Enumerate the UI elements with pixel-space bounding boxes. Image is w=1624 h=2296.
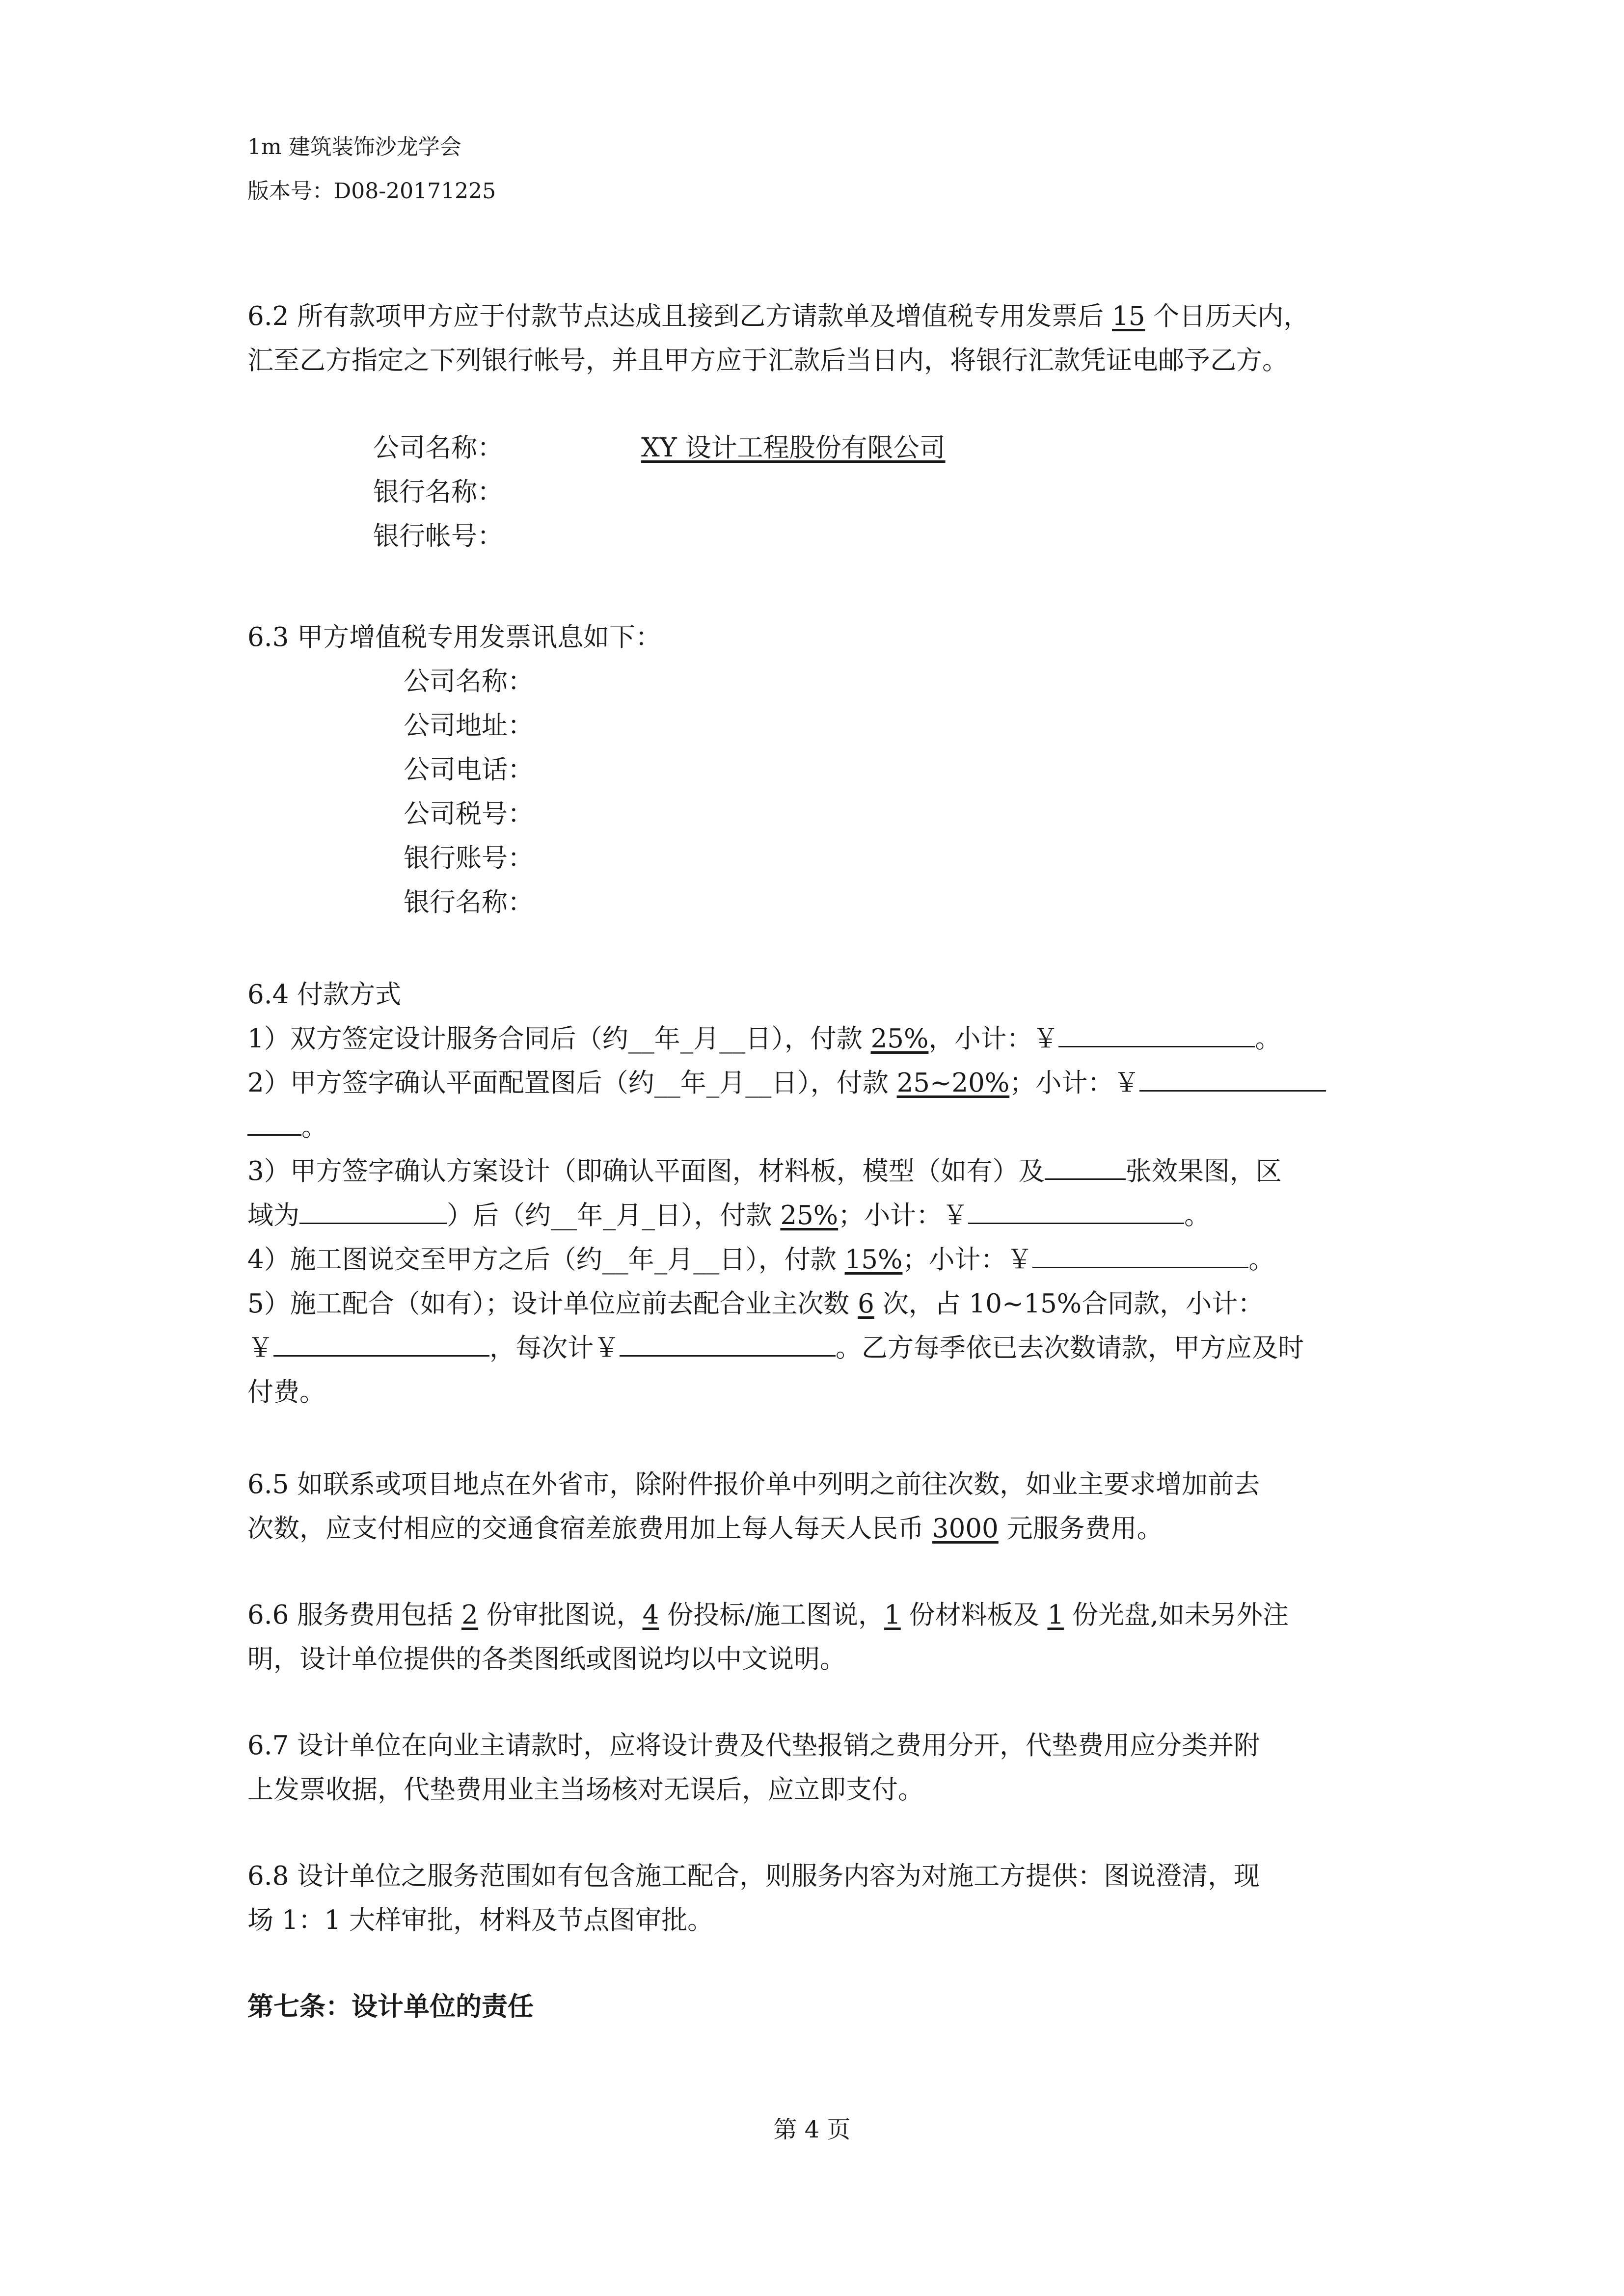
- clause-6-5-line1: 6.5 如联系或项目地点在外省市，除附件报价单中列明之前往次数，如业主要求增加前去: [247, 1469, 1260, 1499]
- clause-6-5-line2: [247, 1507, 1163, 1551]
- clause-6-8-line2: 场 1：1 大样审批，材料及节点图审批。: [247, 1905, 714, 1935]
- text: 。: [1255, 1024, 1281, 1054]
- payment-item-5-cont: [247, 1326, 1304, 1370]
- clause-6-6-line1: [247, 1593, 1289, 1637]
- blank-line: [299, 1198, 447, 1224]
- percent-value: 25%: [780, 1201, 839, 1230]
- text: 。: [1248, 1245, 1275, 1275]
- text: 1）双方签定设计服务合同后（约__年_月__日），付款: [247, 1024, 871, 1054]
- text: 域为: [247, 1201, 299, 1230]
- clause-6-2-line1: [247, 294, 1309, 339]
- text: ，小计：￥: [928, 1024, 1059, 1054]
- header-org: 1m 建筑装饰沙龙学会: [247, 134, 461, 160]
- text: 元服务费用。: [998, 1514, 1163, 1544]
- payment-item-1: [247, 1017, 1281, 1061]
- text: 。: [301, 1112, 327, 1142]
- amount-value: 3000: [932, 1514, 999, 1544]
- text: ）后（约__年_月_日），付款: [447, 1201, 781, 1230]
- text: 份光盘,如未另外注: [1064, 1600, 1289, 1630]
- count-value: 1: [1047, 1600, 1064, 1630]
- percent-value: 25~20%: [896, 1068, 1010, 1098]
- text: 2）甲方签字确认平面配置图后（约__年_月__日），付款: [247, 1068, 897, 1098]
- count-value: 2: [461, 1600, 478, 1630]
- percent-value: 15%: [844, 1245, 903, 1275]
- percent-value: 25%: [870, 1024, 929, 1054]
- text: 4）施工图说交至甲方之后（约__年_月__日），付款: [247, 1245, 845, 1275]
- payment-item-2-cont: [247, 1105, 327, 1149]
- text: 个日历天内，: [1145, 301, 1310, 331]
- blank-line: [1032, 1242, 1248, 1268]
- payment-item-3: [247, 1149, 1282, 1194]
- clause-6-8-line1: 6.8 设计单位之服务范围如有包含施工配合，则服务内容为对施工方提供：图说澄清，现: [247, 1861, 1260, 1891]
- payment-item-3-cont: [247, 1194, 1210, 1238]
- text: 3）甲方签字确认方案设计（即确认平面图，材料板，模型（如有）及: [247, 1156, 1045, 1186]
- text: ，每次计￥: [489, 1333, 620, 1363]
- payee-account-label: 银行帐号：: [373, 521, 503, 551]
- text: 次数，应支付相应的交通食宿差旅费用加上每人每天人民币: [247, 1514, 932, 1544]
- text: ；小计：￥: [838, 1201, 969, 1230]
- header-version: 版本号：D08-20171225: [247, 179, 496, 204]
- text: 份审批图说，: [478, 1600, 643, 1630]
- text: 份投标/施工图说，: [659, 1600, 885, 1630]
- payee-company-label: 公司名称：: [373, 433, 503, 463]
- blank-line: [1058, 1021, 1255, 1047]
- clause-6-6-line2: 明，设计单位提供的各类图纸或图说均以中文说明。: [247, 1644, 846, 1674]
- text: 。乙方每季依已去次数请款，甲方应及时: [836, 1333, 1304, 1363]
- count-value: 4: [642, 1600, 659, 1630]
- payment-item-5: [247, 1282, 1264, 1326]
- text: 5）施工配合（如有）；设计单位应前去配合业主次数: [247, 1289, 858, 1319]
- article-7-heading: 第七条：设计单位的责任: [247, 1992, 534, 2022]
- invoice-field: 银行名称：: [404, 887, 534, 917]
- text: 次，占 10~15%合同款，小计：: [874, 1289, 1264, 1319]
- invoice-field: 公司税号：: [404, 799, 534, 829]
- payee-company-value: XY 设计工程股份有限公司: [641, 433, 946, 463]
- text: 份材料板及: [900, 1600, 1048, 1630]
- payment-item-4: [247, 1238, 1274, 1282]
- text: 张效果图，区: [1125, 1156, 1282, 1186]
- clause-6-7-line1: 6.7 设计单位在向业主请款时，应将设计费及代垫报销之费用分开，代垫费用应分类并附: [247, 1731, 1260, 1761]
- page-number: 第 4 页: [773, 2116, 851, 2143]
- invoice-field: 银行账号：: [404, 843, 534, 873]
- blank-line: [1139, 1066, 1326, 1092]
- blank-line: [247, 1110, 301, 1136]
- text: 6.2 所有款项甲方应于付款节点达成且接到乙方请款单及增值税专用发票后: [247, 301, 1112, 331]
- blank-line: [968, 1198, 1184, 1224]
- invoice-field: 公司名称：: [404, 667, 534, 696]
- invoice-field: 公司电话：: [404, 755, 534, 785]
- payee-bank-label: 银行名称：: [373, 477, 503, 507]
- payment-item-5-end: 付费。: [247, 1377, 325, 1407]
- blank-line: [620, 1331, 836, 1357]
- payment-item-2: [247, 1061, 1326, 1105]
- text: 6.6 服务费用包括: [247, 1600, 461, 1630]
- clause-6-2-line2: 汇至乙方指定之下列银行帐号，并且甲方应于汇款后当日内，将银行汇款凭证电邮予乙方。: [247, 346, 1288, 375]
- clause-6-7-line2: 上发票收据，代垫费用业主当场核对无误后，应立即支付。: [247, 1775, 924, 1805]
- text: 。: [1184, 1201, 1211, 1230]
- text: ；小计：￥: [902, 1245, 1033, 1275]
- clause-6-4-title: 6.4 付款方式: [247, 980, 402, 1010]
- text: ￥: [247, 1333, 273, 1363]
- blank-line: [1045, 1154, 1126, 1180]
- invoice-field: 公司地址：: [404, 711, 534, 741]
- clause-6-3-title: 6.3 甲方增值税专用发票讯息如下：: [247, 622, 662, 652]
- blank-line: [273, 1331, 489, 1357]
- text: ；小计：￥: [1009, 1068, 1140, 1098]
- times-value: 6: [858, 1289, 874, 1319]
- days-value: 15: [1111, 301, 1145, 331]
- count-value: 1: [884, 1600, 901, 1630]
